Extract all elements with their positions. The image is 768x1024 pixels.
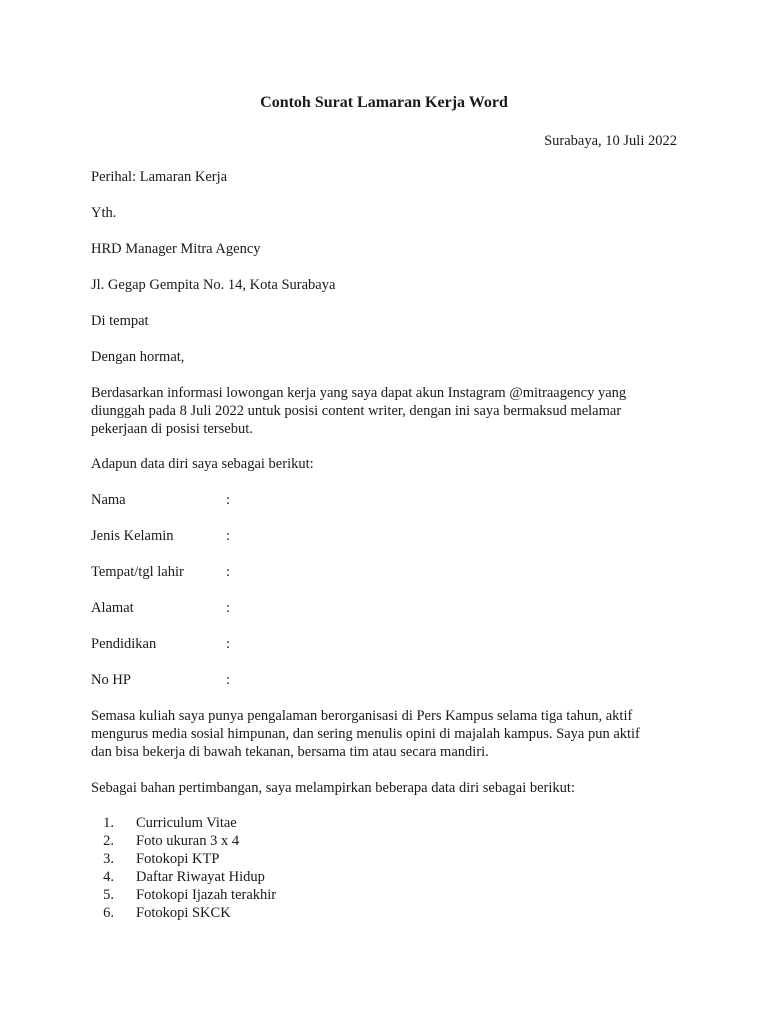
paragraph-line: Berdasarkan informasi lowongan kerja yang saya dapat akun Instagram @mitraagency yang xyxy=(91,385,627,401)
letter-date: Surabaya, 10 Juli 2022 xyxy=(544,133,677,149)
field-nama xyxy=(91,491,230,509)
list-item xyxy=(91,814,276,832)
list-number: 6. xyxy=(103,905,114,921)
field-alamat xyxy=(91,599,230,617)
field-label: Alamat xyxy=(91,600,134,616)
field-jenis-kelamin xyxy=(91,527,230,545)
field-separator: : xyxy=(226,564,231,580)
intro-paragraph xyxy=(91,384,681,438)
recipient: HRD Manager Mitra Agency xyxy=(91,241,261,257)
field-label: No HP xyxy=(91,672,131,688)
list-item xyxy=(91,904,276,922)
field-tempat-tgl-lahir xyxy=(91,563,230,581)
list-text: Curriculum Vitae xyxy=(136,815,237,831)
attachments-intro: Sebagai bahan pertimbangan, saya melampirkan beberapa data diri sebagai berikut: xyxy=(91,780,575,796)
salutation-to: Yth. xyxy=(91,205,117,221)
field-no-hp xyxy=(91,671,230,689)
list-number: 3. xyxy=(103,851,114,867)
greeting: Dengan hormat, xyxy=(91,349,185,365)
list-number: 1. xyxy=(103,815,114,831)
recipient-address: Jl. Gegap Gempita No. 14, Kota Surabaya xyxy=(91,277,336,293)
list-text: Fotokopi Ijazah terakhir xyxy=(136,887,277,903)
paragraph-line: mengurus media sosial himpunan, dan sering menulis opini di majalah kampus. Saya pun aktif xyxy=(91,726,640,742)
field-label: Pendidikan xyxy=(91,636,157,652)
paragraph-line: dan bisa bekerja di bawah tekanan, bersama tim atau secara mandiri. xyxy=(91,744,489,760)
paragraph-line: diunggah pada 8 Juli 2022 untuk posisi content writer, dengan ini saya bermaksud melamar xyxy=(91,403,622,419)
field-label: Nama xyxy=(91,492,126,508)
field-separator: : xyxy=(226,636,231,652)
field-separator: : xyxy=(226,492,231,508)
field-label: Jenis Kelamin xyxy=(91,528,174,544)
paragraph-line: pekerjaan di posisi tersebut. xyxy=(91,421,253,437)
list-number: 4. xyxy=(103,869,114,885)
list-item xyxy=(91,832,276,850)
list-number: 5. xyxy=(103,887,114,903)
document-title: Contoh Surat Lamaran Kerja Word xyxy=(260,94,508,111)
list-text: Daftar Riwayat Hidup xyxy=(136,869,265,885)
field-separator: : xyxy=(226,528,231,544)
list-number: 2. xyxy=(103,833,114,849)
field-separator: : xyxy=(226,600,231,616)
list-item xyxy=(91,850,276,868)
attachments-list xyxy=(91,814,276,922)
list-text: Fotokopi SKCK xyxy=(136,905,231,921)
paragraph-line: Semasa kuliah saya punya pengalaman berorganisasi di Pers Kampus selama tiga tahun, aktif xyxy=(91,708,633,724)
field-label: Tempat/tgl lahir xyxy=(91,564,184,580)
place-line: Di tempat xyxy=(91,313,149,329)
data-intro: Adapun data diri saya sebagai berikut: xyxy=(91,456,314,472)
list-item xyxy=(91,868,276,886)
list-text: Foto ukuran 3 x 4 xyxy=(136,833,240,849)
list-item xyxy=(91,886,276,904)
subject-line: Perihal: Lamaran Kerja xyxy=(91,169,228,185)
experience-paragraph xyxy=(91,707,681,761)
list-text: Fotokopi KTP xyxy=(136,851,220,867)
field-separator: : xyxy=(226,672,231,688)
field-pendidikan xyxy=(91,635,230,653)
